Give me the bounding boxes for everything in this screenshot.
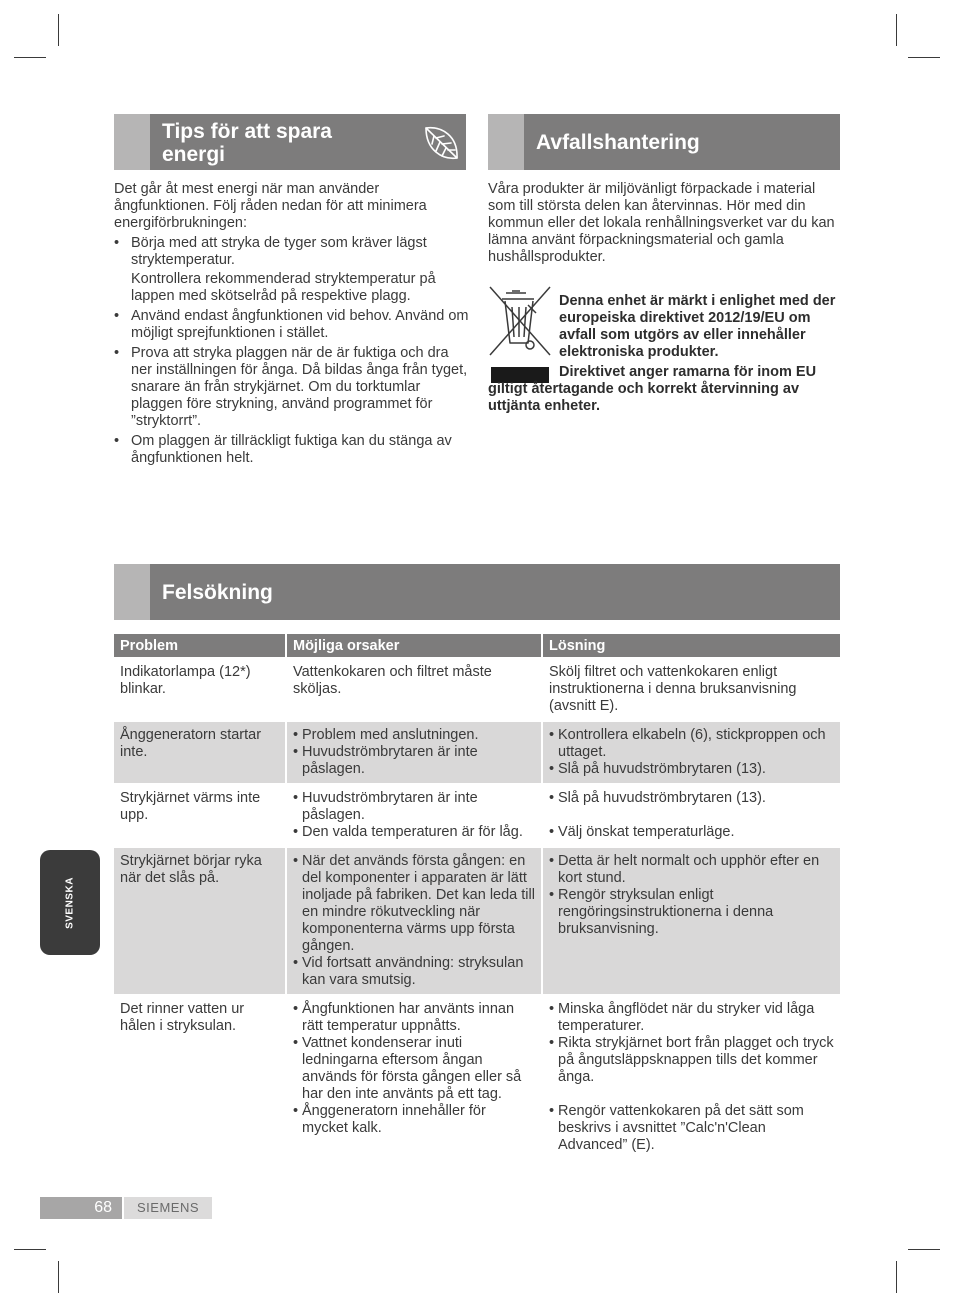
solution-cell (542, 658, 840, 721)
cell-item (293, 744, 535, 778)
causes-cell (286, 658, 542, 721)
cell-item (549, 1035, 834, 1086)
causes-cell (286, 784, 542, 847)
cell-text: Den valda temperaturen är för låg. (302, 824, 523, 840)
tips-bullet: • Använd endast ångfunktionen vid behov. Använd om möjligt sprejfunktionen i stället. (114, 308, 469, 341)
cell-text: Rengör stryksulan enligt rengöringsinstruktionerna i denna bruksanvisning. (558, 887, 774, 937)
crop-mark (896, 14, 897, 46)
crop-mark (908, 1249, 940, 1250)
bullet: • (549, 1035, 555, 1051)
cell-item (293, 1103, 535, 1137)
bullet: • (293, 1035, 299, 1051)
bullet: • (549, 727, 555, 743)
waste-title: Avfallshantering (536, 131, 700, 154)
crop-mark (896, 1261, 897, 1293)
cell-text: När det används första gången: en del komponenter i apparaten är lätt inoljade på fabriken. Det kan leda till en mindre rökutveckling när komponenterna värms upp första gången. (302, 853, 535, 954)
header-square (114, 564, 150, 620)
problem-cell: Det rinner vatten ur hålen i stryksulan. (114, 995, 286, 1159)
brand-label: SIEMENS (124, 1197, 212, 1219)
cell-text: Vid fortsatt användning: stryksulan kan vara smutsig. (302, 955, 524, 988)
spacer (549, 1086, 834, 1103)
troubleshooting-header (114, 564, 840, 620)
crop-mark (14, 1249, 46, 1250)
cell-item (293, 727, 535, 744)
page-number: 68 (40, 1197, 122, 1219)
cell-item (549, 853, 834, 887)
cell-text: Vattenkokaren och filtret måste sköljas. (293, 664, 492, 697)
cell-item (293, 824, 535, 841)
spacer (549, 807, 834, 824)
cell-text: Rengör vattenkokaren på det sätt som beskrivs i avsnittet ”Calc'n'Clean Advanced” (E). (558, 1103, 804, 1153)
cell-text: Rikta strykjärnet bort från plagget och tryck på ångutsläppsknappen tills det kommer ånga. (558, 1035, 834, 1085)
cell-text: Ånggeneratorn innehåller för mycket kalk. (302, 1103, 486, 1136)
cell-item (549, 1001, 834, 1035)
cell-item (293, 790, 535, 824)
weee-text: Denna enhet är märkt i enlighet med der europeiska direktivet 2012/19/EU om avfall som utgörs av eller innehåller elektroniska produkter. (559, 293, 836, 360)
waste-body (488, 181, 843, 266)
bullet: • (293, 790, 299, 806)
crop-mark (908, 57, 940, 58)
cell-item (549, 790, 834, 807)
cell-text: Huvudströmbrytaren är inte påslagen. (302, 790, 478, 823)
troubleshooting-table (114, 634, 840, 1159)
cell-item (549, 727, 834, 761)
cell-text: Vattnet kondenserar inuti ledningarna eftersom ångan används för första gången eller så har den inte använts på ett tag. (302, 1035, 522, 1102)
tips-bullet: • Prova att stryka plaggen när de är fuktiga och dra ner inställningen för ånga. Då bildas ånga från tyget, snarare än från strykjärnet. Om du torktumlar plaggen före strykning, använd programmet för ”stryktorrt”. (114, 345, 468, 429)
cell-item (549, 1103, 834, 1154)
bullet: • (549, 1103, 555, 1119)
causes-cell (286, 721, 542, 784)
table-row (114, 721, 840, 784)
solution-cell (542, 721, 840, 784)
cell-item (293, 853, 535, 955)
table-row (114, 658, 840, 721)
tips-title: Tips för att spara energi (162, 120, 332, 166)
tips-intro: Det går åt mest energi när man använder ångfunktionen. Följ råden nedan för att minimera energiförbrukningen: (114, 181, 427, 231)
leaf-icon (422, 122, 462, 164)
troubleshooting-title: Felsökning (162, 581, 273, 604)
causes-cell (286, 847, 542, 995)
bullet: • (293, 853, 299, 869)
table-row (114, 995, 840, 1159)
solution-cell (542, 784, 840, 847)
cell-text: Problem med anslutningen. (302, 727, 479, 743)
solution-cell (542, 847, 840, 995)
cell-item (293, 664, 535, 698)
waste-header (488, 114, 840, 170)
tips-bullet: • Om plaggen är tillräckligt fuktiga kan du stänga av ångfunktionen helt. (114, 433, 452, 466)
bullet: • (549, 853, 555, 869)
bullet: • (293, 744, 299, 760)
bullet: • (293, 824, 299, 840)
bullet: • (549, 887, 555, 903)
crop-mark (14, 57, 46, 58)
tips-sub-note: Kontrollera rekommenderad stryktemperatur på lappen med skötselråd på respektive plagg. (131, 271, 436, 304)
cell-item (549, 761, 834, 778)
problem-cell: Ånggeneratorn startar inte. (114, 721, 286, 784)
header-square (488, 114, 524, 170)
cell-item (549, 824, 834, 841)
cell-text: Välj önskat temperaturläge. (558, 824, 735, 840)
col-header-problem: Problem (114, 634, 286, 658)
cell-text: Kontrollera elkabeln (6), stickproppen och uttaget. (558, 727, 826, 760)
table-row (114, 784, 840, 847)
cell-text: Skölj filtret och vattenkokaren enligt instruktionerna i denna bruksanvisning (avsnitt E). (549, 664, 797, 714)
cell-item (293, 955, 535, 989)
table-header-row (114, 634, 840, 658)
header-square (114, 114, 150, 170)
waste-intro: Våra produkter är miljövänligt förpackade i material som till största delen kan återvinnas. Hör med din kommun eller det lokala renhållningsverket var du kan lämna använt förpackningsmaterial och gamla hushållsprodukter. (488, 181, 835, 265)
bullet: • (293, 727, 299, 743)
problem-cell: Strykjärnet värms inte upp. (114, 784, 286, 847)
bullet: • (549, 1001, 555, 1017)
bullet: • (549, 790, 555, 806)
bullet: • (549, 761, 555, 777)
solution-cell (542, 995, 840, 1159)
cell-item (293, 1001, 535, 1035)
cell-item (293, 1035, 535, 1103)
cell-text: Slå på huvudströmbrytaren (13). (558, 761, 766, 777)
bullet: • (549, 824, 555, 840)
crop-mark (58, 14, 59, 46)
problem-cell: Strykjärnet börjar ryka när det slås på. (114, 847, 286, 995)
cell-text: Detta är helt normalt och upphör efter en kort stund. (558, 853, 820, 886)
cell-text: Huvudströmbrytaren är inte påslagen. (302, 744, 478, 777)
cell-text: Slå på huvudströmbrytaren (13). (558, 790, 766, 806)
tips-bullet: • Börja med att stryka de tyger som kräver lägst stryktemperatur. (114, 235, 427, 268)
directive-text: Direktivet anger ramarna för inom EU giltigt återtagande och korrekt återvinning av uttjänta enheter. (488, 364, 817, 414)
language-tab: SVENSKA (40, 850, 100, 955)
problem-cell: Indikatorlampa (12*) blinkar. (114, 658, 286, 721)
tips-body (114, 181, 469, 467)
table-row (114, 847, 840, 995)
crop-mark (58, 1261, 59, 1293)
bullet: • (293, 1103, 299, 1119)
cell-text: Minska ångflödet när du stryker vid låga temperaturer. (558, 1001, 815, 1034)
col-header-causes: Möjliga orsaker (286, 634, 542, 658)
cell-text: Ångfunktionen har använts innan rätt temperatur uppnåtts. (302, 1001, 515, 1034)
bullet: • (293, 955, 299, 971)
bullet: • (293, 1001, 299, 1017)
cell-item (549, 664, 834, 715)
col-header-solution: Lösning (542, 634, 840, 658)
cell-item (549, 887, 834, 938)
tips-header (114, 114, 466, 170)
causes-cell (286, 995, 542, 1159)
